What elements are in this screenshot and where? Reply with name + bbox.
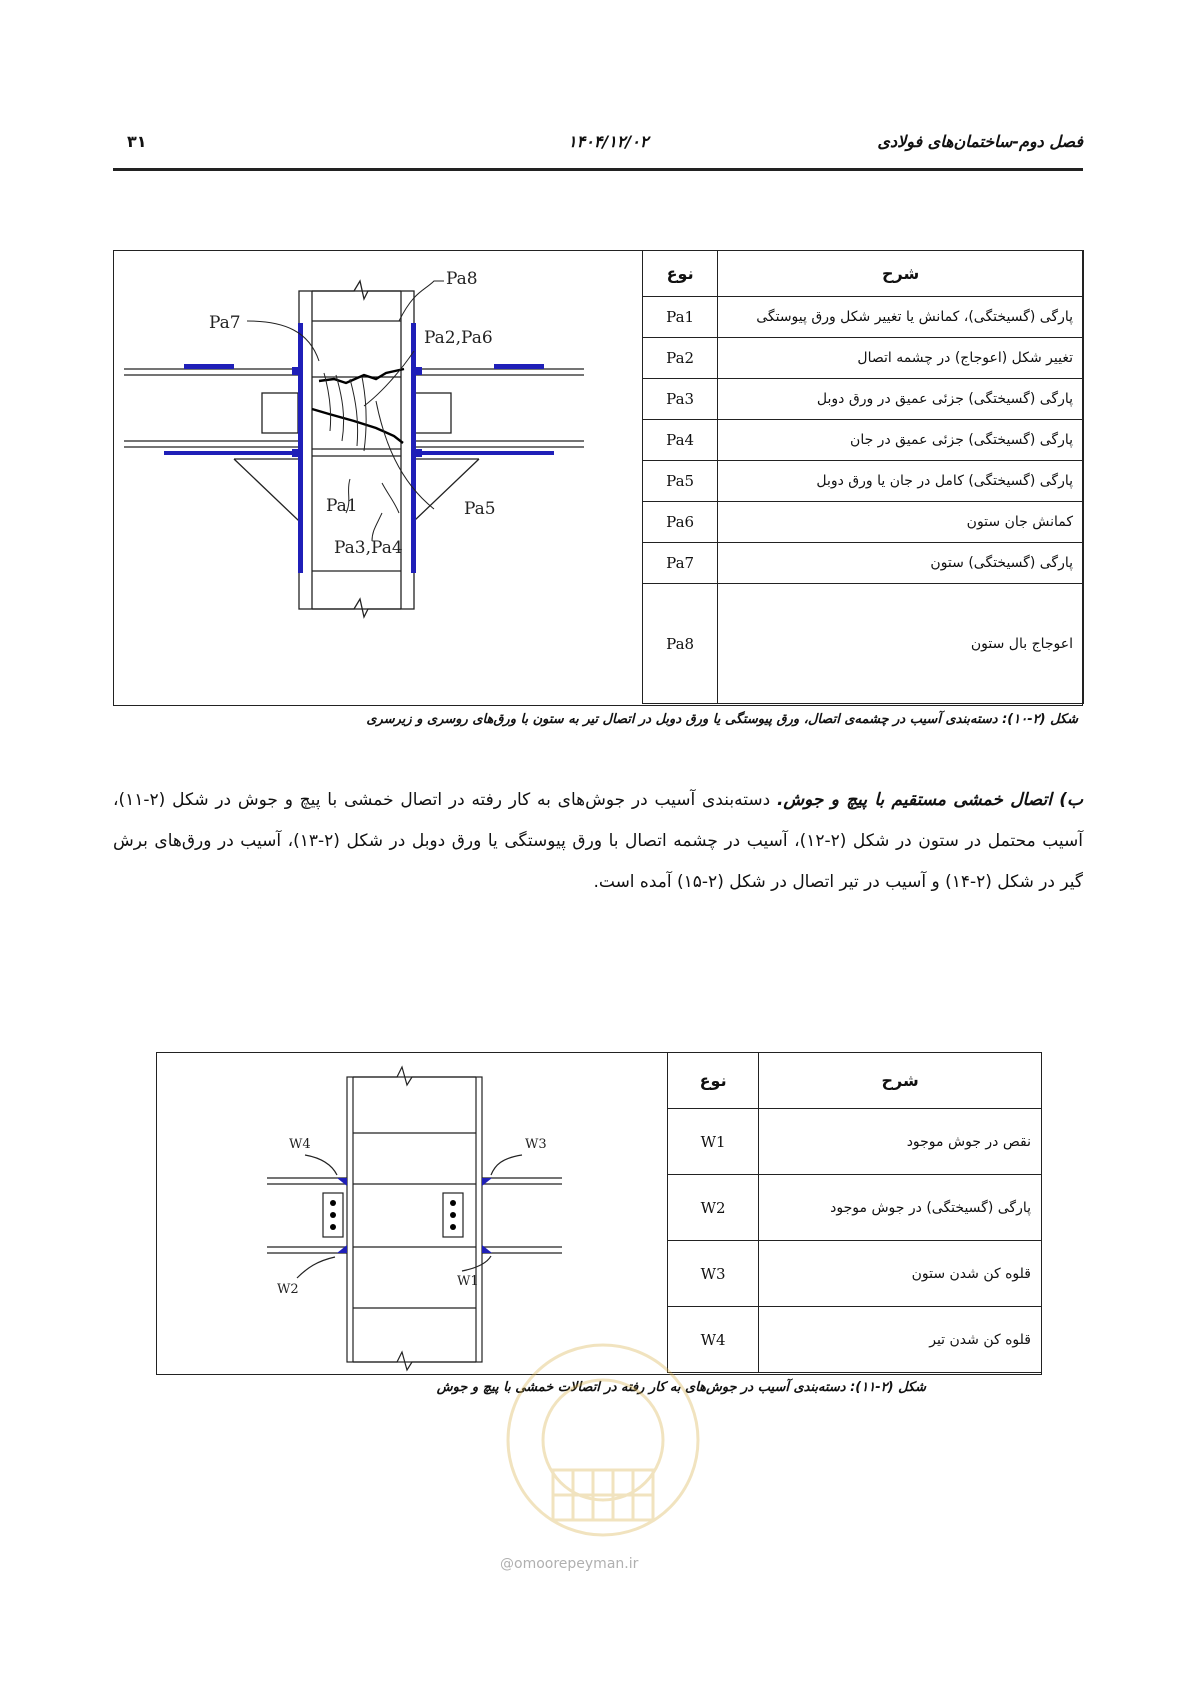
column-header-desc: شرح — [759, 1053, 1042, 1109]
paragraph-text: دسته‌بندی آسیب در جوش‌های به کار رفته در اتصال خمشی با پیچ و جوش در شکل (۲-۱۱)، آسیب محتمل در ستون در شکل (۲-۱۲)، آسیب در چشمه اتصال با ورق پیوستگی یا ورق دوبل در شکل (۲-۱۳)، آسیب در ورق‌های برش گیر در شکل (۲-۱۴) و آسیب در تیر اتصال در شکل (۲-۱۵) آمده است. — [113, 790, 1083, 892]
paragraph-lead: ب) اتصال خمشی مستقیم با پیچ و جوش. — [776, 790, 1083, 810]
table-row: پارگی (گسیختگی) در جوش موجود W2 — [668, 1175, 1042, 1241]
damage-table-1 — [642, 250, 1084, 704]
table-row: پارگی (گسیختگی) کامل در جان یا ورق دوبل Pa5 — [643, 461, 1084, 502]
column-header-desc: شرح — [718, 251, 1084, 297]
table-row: پارگی (گسیختگی) جزئی عمیق در جان Pa4 — [643, 420, 1084, 461]
figure-1 — [113, 250, 1083, 706]
label-pa3-pa4: Pa3,Pa4 — [334, 538, 403, 558]
figure-2-caption: شکل (۲-۱۱): دسته‌بندی آسیب در جوش‌های به کار رفته در اتصالات خمشی با پیچ و جوش — [436, 1380, 926, 1395]
table-row: پارگی (گسیختگی)، کمانش یا تغییر شکل ورق پیوستگی Pa1 — [643, 297, 1084, 338]
watermark-logo — [478, 1320, 728, 1580]
table-row: نقص در جوش موجود W1 — [668, 1109, 1042, 1175]
label-w2: W2 — [277, 1282, 299, 1297]
label-pa2-pa6: Pa2,Pa6 — [424, 328, 493, 348]
page-number: ۳۱ — [127, 132, 147, 151]
label-pa5: Pa5 — [464, 499, 496, 519]
label-w1: W1 — [457, 1274, 479, 1289]
table-row: قلوه کن شدن تیر W4 — [668, 1307, 1042, 1373]
column-header-code: نوع — [668, 1053, 759, 1109]
header-date: ۱۴۰۴/۱۲/۰۲ — [568, 132, 649, 151]
label-w4: W4 — [289, 1137, 311, 1152]
label-pa1: Pa1 — [326, 496, 358, 516]
label-pa7: Pa7 — [209, 313, 241, 333]
label-pa8: Pa8 — [446, 269, 478, 289]
watermark-site: @omoorepeyman.ir — [500, 1556, 639, 1572]
page-header — [113, 128, 1083, 171]
panel-zone-diagram — [114, 251, 643, 705]
table-row: اعوجاج بال ستون Pa8 — [643, 584, 1084, 704]
table-row: کمانش جان ستون Pa6 — [643, 502, 1084, 543]
table-row: تغییر شکل (اعوجاج) در چشمه اتصال Pa2 — [643, 338, 1084, 379]
body-paragraph — [113, 780, 1083, 903]
label-w3: W3 — [525, 1137, 547, 1152]
table-row: پارگی (گسیختگی) ستون Pa7 — [643, 543, 1084, 584]
table-row: پارگی (گسیختگی) جزئی عمیق در ورق دوبل Pa3 — [643, 379, 1084, 420]
column-header-code: نوع — [643, 251, 718, 297]
chapter-title: فصل دوم-ساختمان‌های فولادی — [877, 132, 1083, 151]
figure-1-caption: شکل (۲-۱۰): دسته‌بندی آسیب در چشمه‌ی اتصال، ورق پیوستگی یا ورق دوبل در اتصال تیر به ستون با ورق‌های روسری و زیرسری — [366, 712, 1078, 727]
table-row: قلوه کن شدن ستون W3 — [668, 1241, 1042, 1307]
